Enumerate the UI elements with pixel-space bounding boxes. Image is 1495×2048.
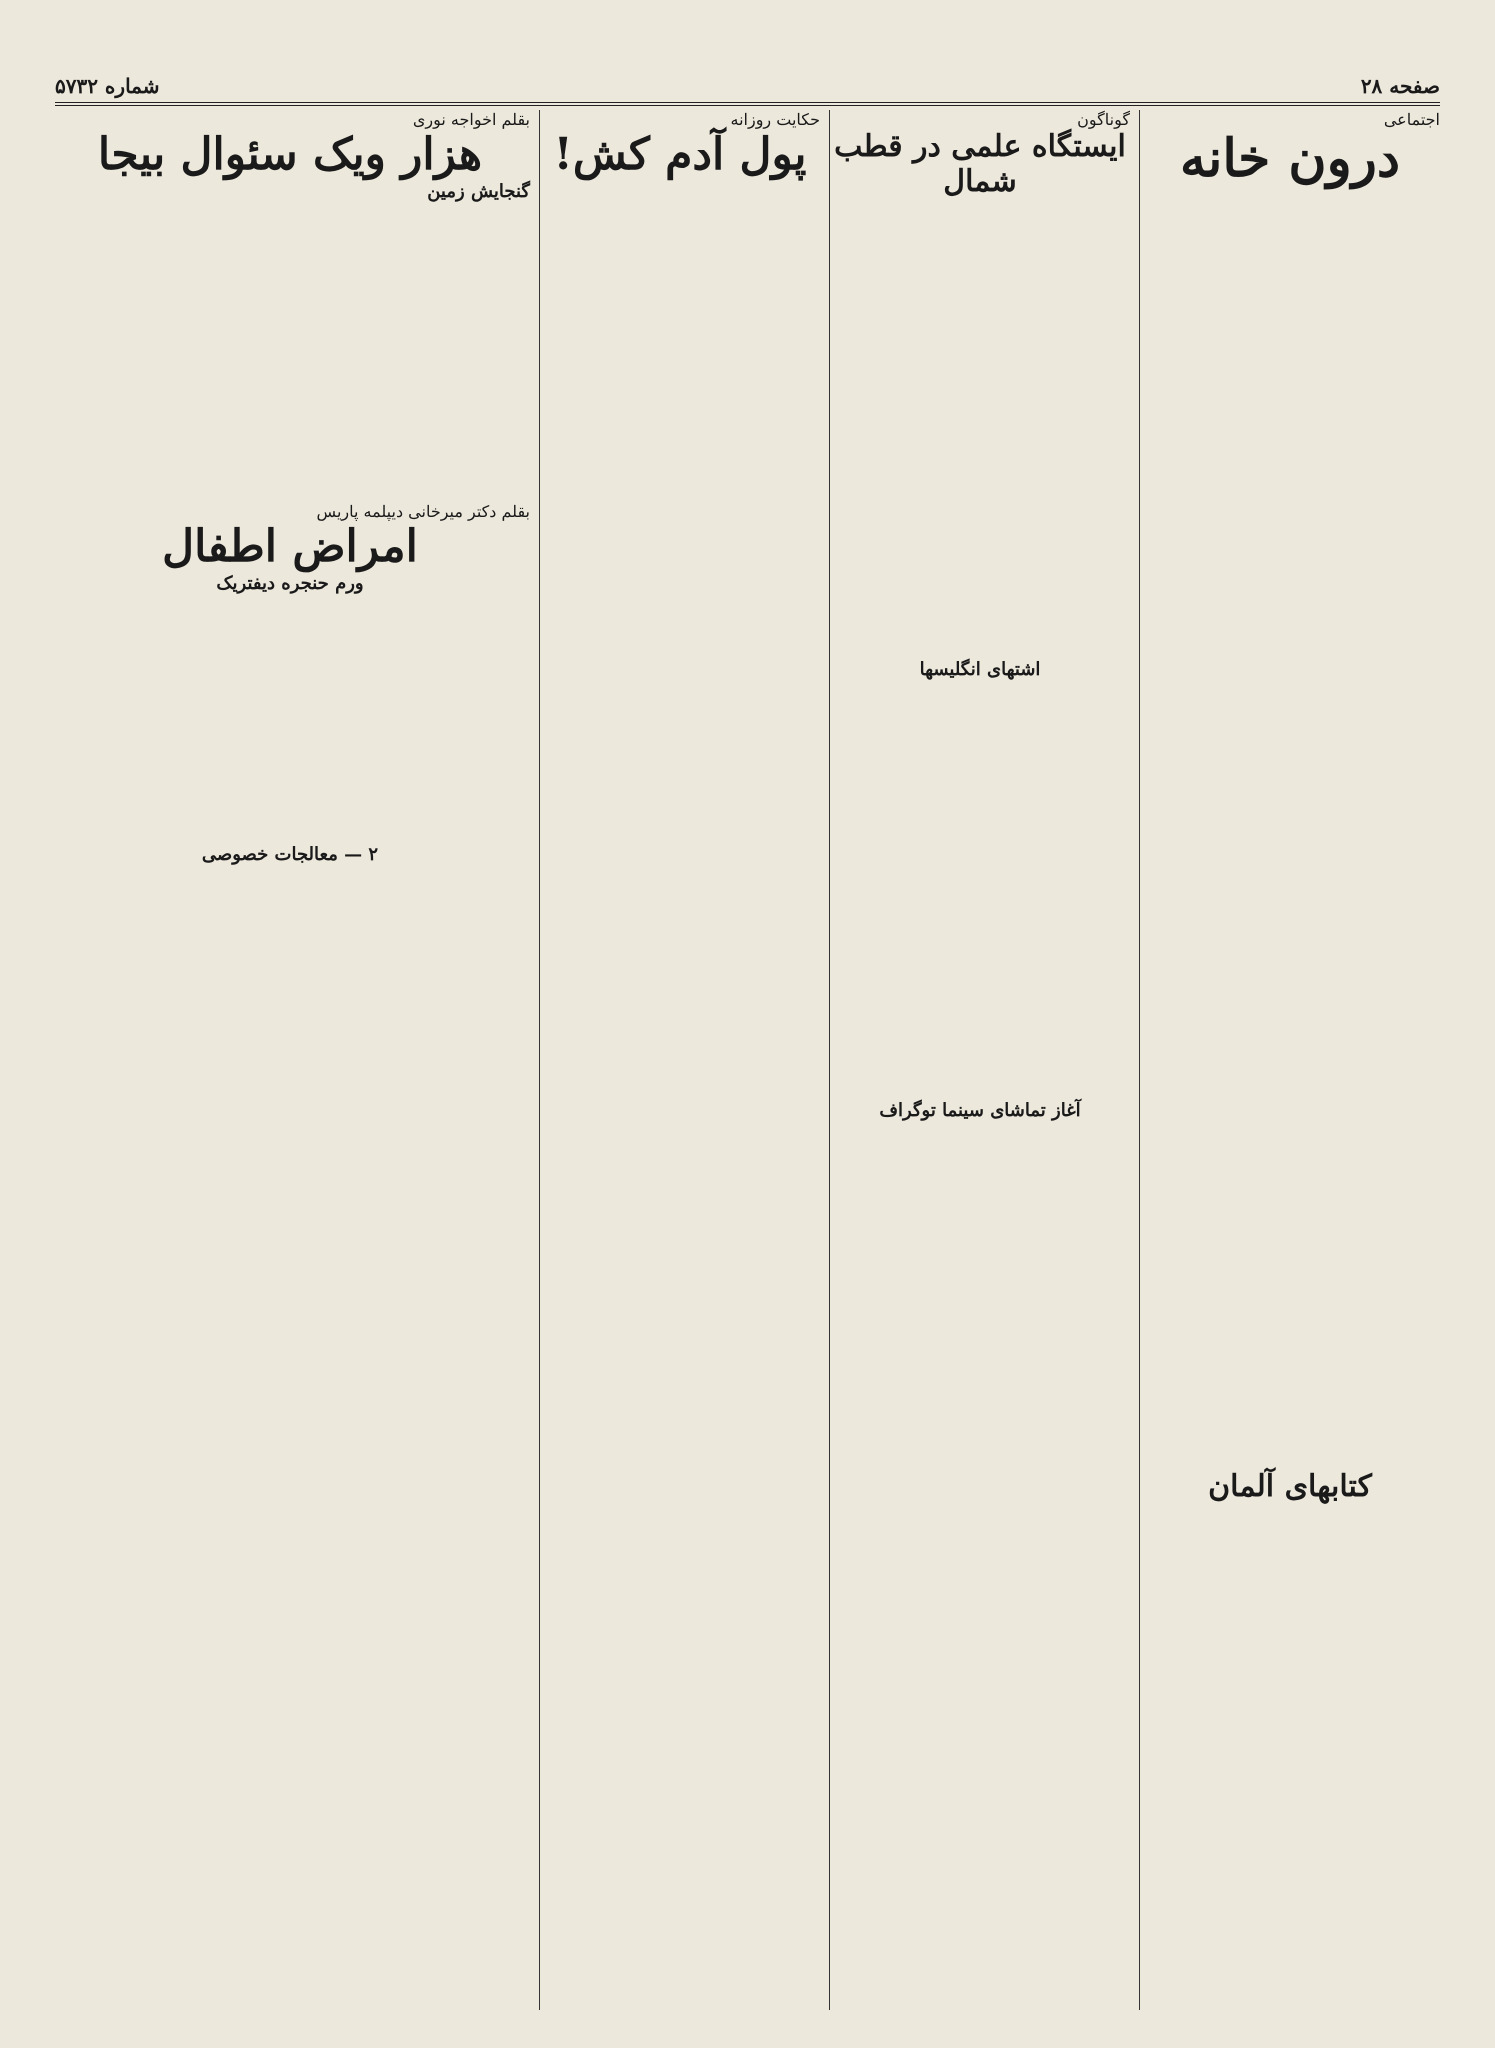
headline: پول آدم کش! bbox=[553, 129, 807, 180]
headline: ایستگاه علمی در قطب شمال bbox=[834, 129, 1126, 199]
headline: امراض اطفال bbox=[162, 521, 418, 572]
issue-number: شماره ۵۷۳۲ bbox=[55, 74, 160, 98]
headline: هزار ویک سئوال بیجا bbox=[97, 129, 483, 180]
subheading: گنجایش زمین bbox=[427, 181, 530, 202]
headline-books: کتابهای آلمان bbox=[1208, 1469, 1372, 1504]
byline: بقلم اخواجه نوری bbox=[412, 110, 530, 129]
kicker: گوناگون bbox=[1077, 110, 1130, 129]
subheading: آغاز تماشای سینما توگراف bbox=[879, 1100, 1081, 1121]
subheading: ۲ — معالجات خصوصی bbox=[201, 844, 379, 865]
headline: درون خانه bbox=[1179, 128, 1400, 189]
subheading: ورم حنجره دیفتریک bbox=[216, 573, 364, 594]
column-story bbox=[539, 110, 820, 2010]
masthead bbox=[55, 70, 1440, 106]
column-social bbox=[1139, 110, 1440, 2010]
page-number: صفحه ۲۸ bbox=[1360, 74, 1440, 98]
byline: بقلم دکتر میرخانی دیپلمه پاریس bbox=[316, 502, 530, 521]
subheading: اشتهای انگلیسها bbox=[919, 659, 1041, 680]
column-essay bbox=[50, 110, 530, 2010]
kicker: حکایت روزانه bbox=[730, 110, 820, 129]
column-misc bbox=[829, 110, 1130, 2010]
kicker: اجتماعی bbox=[1383, 110, 1440, 129]
